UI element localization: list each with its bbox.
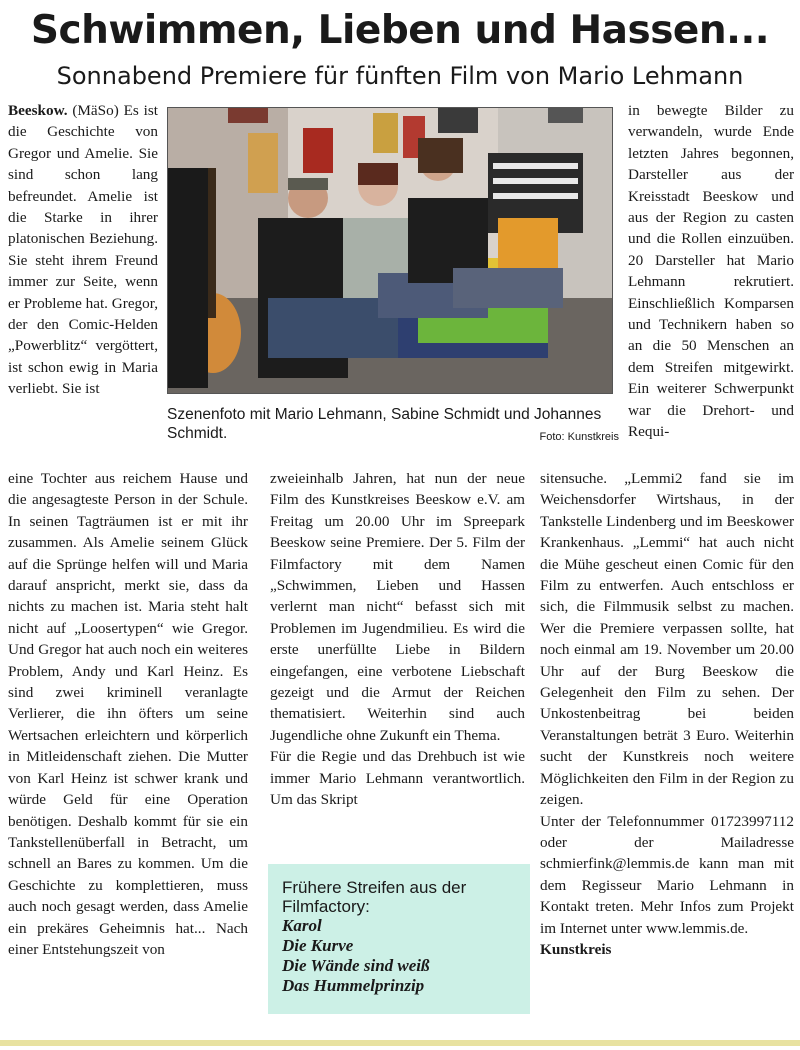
right-column-bottom-text: sitensuche. „Lemmi2 fand sie im Weichensdorfer Wirtshaus, in der Tankstelle Lindenberg und im Beeskower Krankenhaus. „Lemmi“ hat auch nicht die Mühe gescheut einen Comic für den Film zu entwerfen. Auch entschloss er sich, die Filmmusik selbst zu machen. Wer die Premiere verpassen sollte, hat noch einmal am 19. November um 20.00 Uhr auf der Burg Beeskow die Gelegenheit den Film zu sehen. Der Unkostenbeitrag bei beiden Veranstaltungen beträt 3 Euro. Weiterhin sucht der Kunstkreis noch weitere Möglichkeiten den Film in der Region zu zeigen. (540, 470, 794, 809)
middle-column (270, 468, 525, 811)
right-column-top (628, 100, 794, 443)
dateline: Beeskow. (8, 102, 68, 119)
right-column-bottom (540, 468, 794, 960)
bottom-rule (0, 1040, 800, 1046)
right-column-top-text: in bewegte Bilder zu verwandeln, wurde Ende letzten Jahres begonnen, Darsteller aus der Kreisstadt Beeskow und aus der Region zu casten und die Rollen einzuüben. 20 Darsteller hat Mario Lehmann rekrutiert. Einschließlich Komparsen und Technikern haben so an die 50 Menschen an dem Streifen mitgewirkt. Ein weiterer Schwerpunkt war die Drehort- und Requi- (628, 102, 794, 441)
signature: Kunstkreis (540, 940, 612, 958)
film-title: Die Kurve (282, 936, 354, 955)
middle-column-p1: zweieinhalb Jahren, hat nun der neue Film des Kunstkreises Beeskow e.V. am Freitag um 20.00 Uhr im Spreepark Beeskow seine Premiere. Der 5. Film der Filmfactory mit dem Namen „Schwimmen, Lieben und Hassen verlernt man nicht“ befasst sich mit Problemen im Jugendmilieu. Es wird die erste unerfüllte Liebe in Bildern eingefangen, eine verbotene Liebschaft gezeigt und die Armut der Reichen thematisiert. Weiterhin sind auch Jugendliche ohne Zukunft ein Thema. (270, 470, 525, 744)
photo-caption (167, 405, 619, 447)
earlier-films-box (268, 864, 530, 1014)
photo-credit: Foto: Kunstkreis (539, 431, 619, 443)
scene-photo (167, 107, 613, 394)
left-column-bottom (8, 468, 248, 960)
left-column-text: Es ist die Geschichte von Gregor und Amelie. Sie sind schon lang befreundet. Amelie ist die Starke in ihrer platonischen Beziehung. Sie steht ihrem Freund immer zur Seite, wenn er Probleme hat. Gregor, der den Comic-Helden „Powerblitz“ vergöttert, ist schon ewig in Maria verliebt. Sie ist (8, 102, 159, 398)
contact-text: Unter der Telefonnummer 01723997112 oder der Mailadresse schmierfink@lemmis.de kann man mit dem Regisseur Mario Lehmann in Kontakt treten. Mehr Infos zum Projekt im Internet unter www.lemmis.de. (540, 812, 794, 937)
film-title: Das Hummelprinzip (282, 976, 425, 995)
middle-column-p2: Für die Regie und das Drehbuch ist wie immer Mario Lehmann verantwortlich. Um das Skript (270, 748, 525, 809)
left-column-bottom-text: eine Tochter aus reichem Hause und die angesagteste Person in der Schule. In seinen Tagträumen ist er mit ihr zusammen. Als Amelie seinem Glück auf die Sprünge helfen will und Maria darauf anspricht, merkt sie, dass da nichts zu machen ist. Maria steht halt nicht auf „Loosertypen“ wie Gregor. Und Gregor hat auch noch ein weiteres Problem, Andy und Karl Heinz. Es sind zwei kriminell veranlagte Verlierer, die ihn öfters um seine Wertsachen erleichtern und körperlich in Mitleidenschaft ziehen. Die Mutter von Karl Heinz ist schwer krank und würde Geld für eine Operation benötigen. Deshalb kommt für sie ein Tankstellenüberfall in Betracht, um schnell an Bares zu kommen. Um die Geschichte zu komplettieren, muss auch noch gesagt werden, dass Amelie ein prekäres Geheimnis hat... Nach einer Entstehungszeit von (8, 470, 248, 958)
film-title: Karol (282, 916, 322, 935)
film-title: Die Wände sind weiß (282, 956, 430, 975)
caption-text: Szenenfoto mit Mario Lehmann, Sabine Schmidt und Johannes Schmidt. (167, 406, 602, 442)
author: (MäSo) (72, 102, 119, 119)
left-column-top (8, 100, 158, 400)
headline: Schwimmen, Lieben und Hassen... (30, 8, 770, 53)
subheadline: Sonnabend Premiere für fünften Film von Mario Lehmann (56, 62, 744, 90)
earlier-films-title: Frühere Streifen aus der Filmfactory: (282, 878, 467, 916)
